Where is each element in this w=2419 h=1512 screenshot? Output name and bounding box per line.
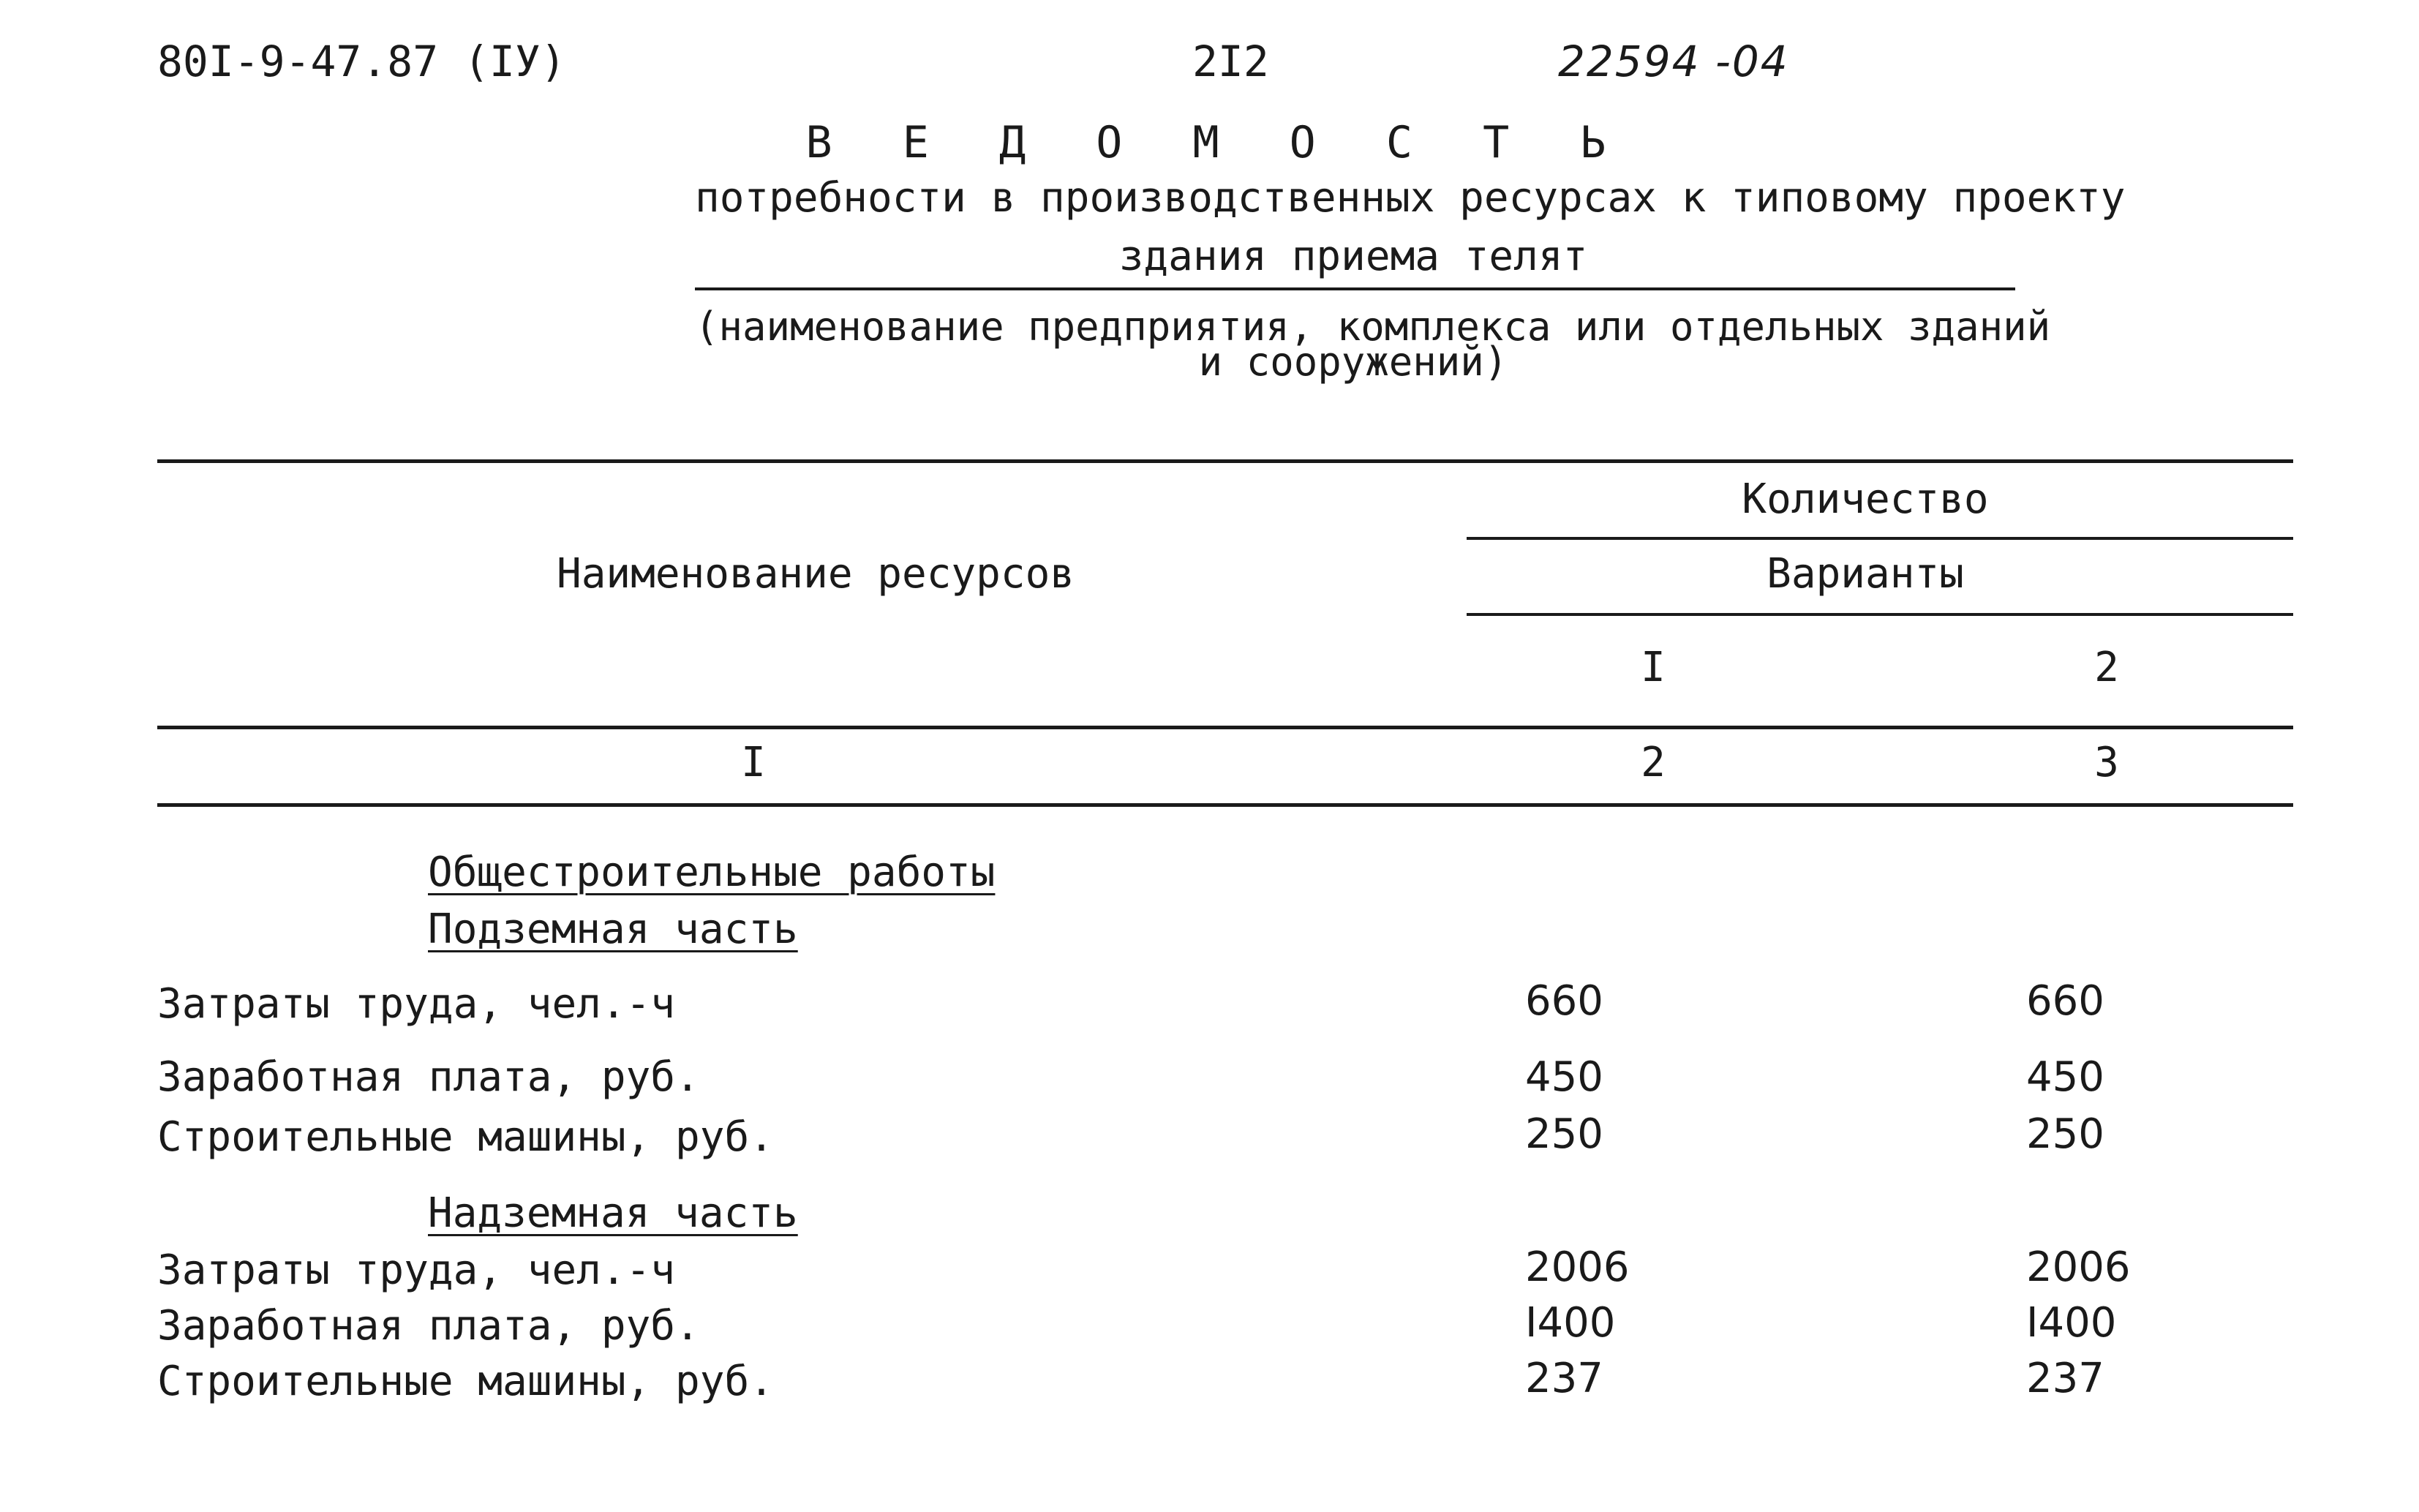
table-cell-value: 237 bbox=[2026, 1355, 2104, 1402]
table-row-label: Строительные машины, руб. bbox=[157, 1358, 774, 1405]
caption-line-2: и сооружений) bbox=[1198, 339, 1508, 385]
table-cell-value: 660 bbox=[2026, 977, 2104, 1025]
column-numbers-rule bbox=[157, 803, 2293, 807]
table-cell-value: 660 bbox=[1525, 977, 1603, 1025]
table-cell-value: I400 bbox=[1525, 1299, 1616, 1347]
table-cell-value: 237 bbox=[1525, 1355, 1603, 1402]
table-cell-value: 250 bbox=[2026, 1110, 2104, 1158]
document-code: 80I-9-47.87 (IУ) bbox=[157, 37, 566, 86]
table-row-label: Затраты труда, чел.-ч bbox=[157, 980, 676, 1028]
subtitle-line-1: потребности в производственных ресурсах к типовому проекту bbox=[695, 174, 2126, 222]
subtitle-line-2: здания приема телят bbox=[1118, 233, 1588, 280]
section-subtitle: Надземная часть bbox=[428, 1189, 798, 1237]
table-cell-value: 450 bbox=[2026, 1053, 2104, 1101]
section-subtitle: Подземная часть bbox=[428, 906, 798, 953]
column-number-2: 2 bbox=[1641, 739, 1666, 786]
table-top-rule bbox=[157, 459, 2293, 463]
table-row-label: Заработная плата, руб. bbox=[157, 1302, 700, 1350]
table-row-label: Заработная плата, руб. bbox=[157, 1053, 700, 1101]
variant-1-label: I bbox=[1641, 644, 1666, 691]
quantity-header-rule bbox=[1467, 537, 2293, 540]
variants-header: Варианты bbox=[1767, 550, 1964, 598]
variant-2-label: 2 bbox=[2094, 644, 2119, 691]
page-number: 2I2 bbox=[1192, 37, 1269, 86]
column-number-1: I bbox=[741, 739, 766, 786]
variants-header-rule bbox=[1467, 613, 2293, 616]
table-cell-value: 250 bbox=[1525, 1110, 1603, 1158]
resource-name-header: Наименование ресурсов bbox=[556, 550, 1075, 598]
table-row-label: Затраты труда, чел.-ч bbox=[157, 1246, 676, 1294]
table-cell-value: I400 bbox=[2026, 1299, 2117, 1347]
caption-line-1: (наименование предприятия, комплекса или отдельных зданий bbox=[695, 304, 2051, 350]
table-cell-value: 2006 bbox=[2026, 1244, 2131, 1291]
column-number-3: 3 bbox=[2094, 739, 2119, 786]
table-row-label: Строительные машины, руб. bbox=[157, 1113, 774, 1161]
section-title: Общестроительные работы bbox=[428, 849, 996, 896]
document-title: В Е Д О М О С Т Ь bbox=[805, 117, 1628, 168]
reference-number: 22594 -04 bbox=[1558, 37, 1789, 86]
table-cell-value: 2006 bbox=[1525, 1244, 1630, 1291]
quantity-header: Количество bbox=[1742, 475, 1989, 523]
subtitle-underline bbox=[695, 287, 2015, 290]
table-cell-value: 450 bbox=[1525, 1053, 1603, 1101]
header-bottom-rule bbox=[157, 726, 2293, 729]
